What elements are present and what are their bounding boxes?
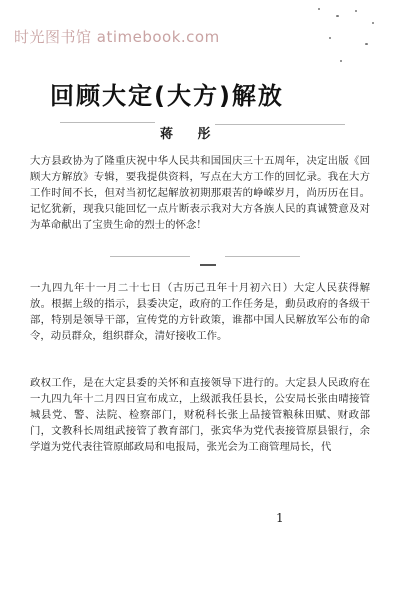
article-title: 回顾大定(大方)解放 [50, 82, 284, 110]
page-number: 1 [276, 511, 284, 525]
scan-speck [365, 43, 368, 45]
paragraph-intro: 大方县政协为了隆重庆祝中华人民共和国国庆三十五周年，决定出版《回顾大方解放》专辑，要我提供资料，写点在大方工作的回忆录。我在大方工作时间不长，但对当初忆起解放初期那艰苦的峥嵘岁月，尚历历在目。记忆犹新，现我只能回忆一点片断表示我对大方各族人民的真诚赞意及对为革命献出了宝贵生命的烈士的怀念！ [30, 155, 370, 231]
scan-smudge [215, 124, 345, 125]
section-divider [200, 264, 216, 266]
watermark: 时光图书馆 atimebook.com [14, 28, 220, 46]
scan-speck [372, 22, 374, 24]
paragraph-government: 政权工作，是在大定县委的关怀和直接领导下进行的。大定县人民政府在一九四九年十二月四日宣布成立，上级派我任县长，公安局长张由晴接管城县党、警、法院、检察部门，财税科长张上品接管粮秣田赋、财政部门，文教科长周组武接管了教育部门，张宾华为党代表接管原县银行，余学道为党代表往管原邮政局和电报局，张光会为工商管理局长，代 [30, 377, 370, 453]
scan-speck [329, 37, 331, 39]
scan-speck [336, 15, 339, 17]
paragraph-liberation: 一九四九年十一月二十七日（古历己丑年十月初六日）大定人民获得解放。根据上级的指示，县委决定，政府的工作任务是，動员政府的各级干部，特别是领导干部，宣传党的方针政策，谁都中国人民解放军公布的命令，动员群众，组织群众，清好接收工作。 [30, 282, 370, 342]
scan-smudge [110, 256, 190, 257]
scan-smudge [60, 122, 155, 123]
scan-speck [355, 10, 357, 12]
article-author: 蒋 彤 [160, 127, 221, 142]
scan-speck [340, 60, 342, 62]
scan-speck [318, 8, 320, 10]
scan-smudge [225, 256, 300, 257]
